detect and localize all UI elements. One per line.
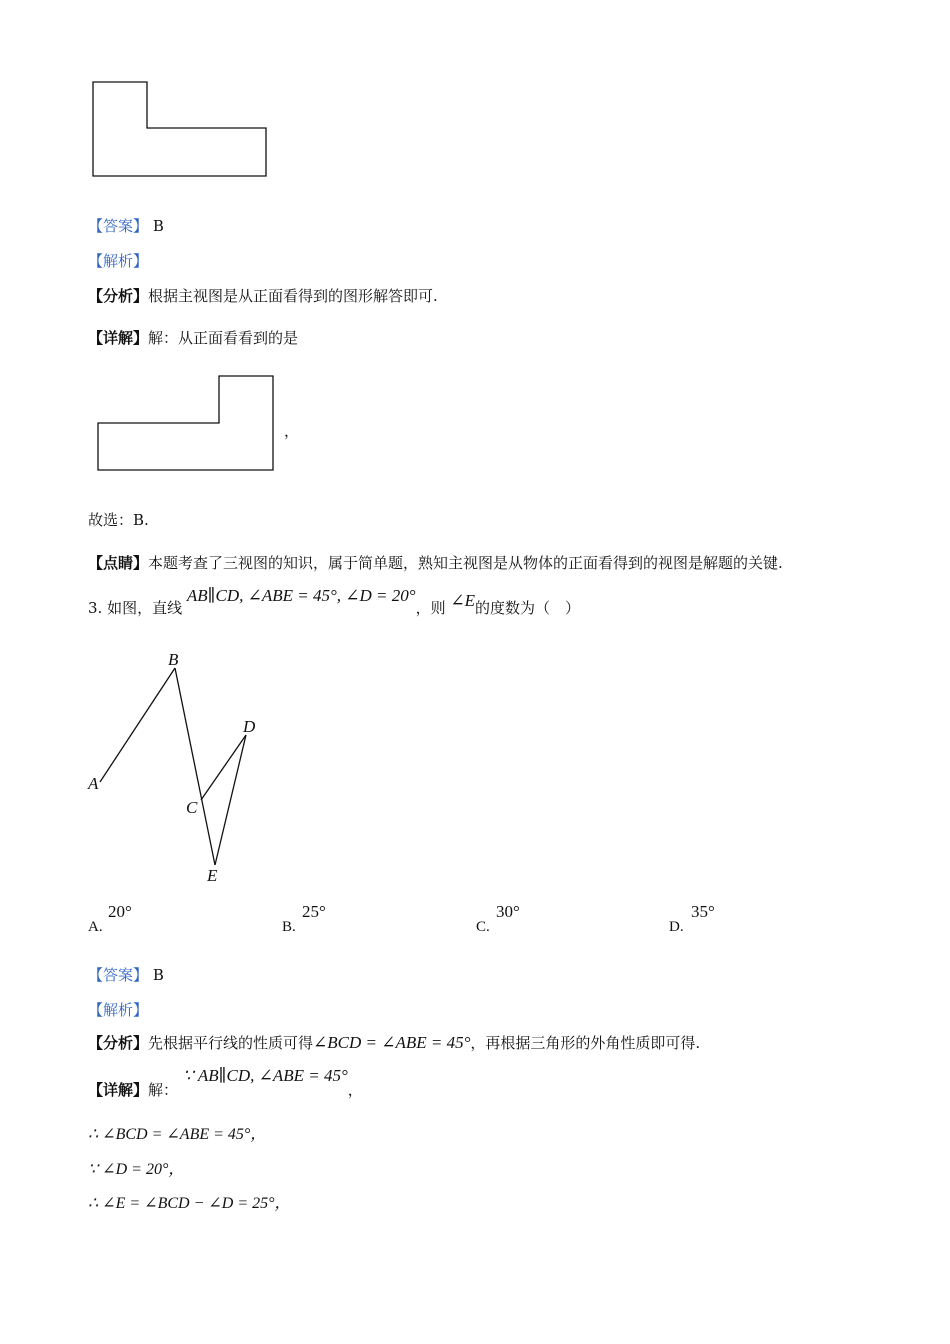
l-shape-outline-front	[98, 376, 273, 470]
xiangjie-label-2: 【详解】	[88, 1081, 149, 1099]
option-b-letter[interactable]: B.	[282, 919, 296, 935]
question-angle: ∠E	[450, 591, 476, 610]
answer-close-2: 】	[133, 966, 149, 984]
label-a: A	[88, 774, 99, 793]
answer-label-2: 答案	[103, 966, 134, 984]
fenxi-text-2a: 先根据平行线的性质可得	[148, 1034, 314, 1052]
analysis-label-2: 【解析】	[88, 1001, 149, 1019]
option-b-value[interactable]: 25°	[302, 902, 326, 921]
label-c: C	[186, 798, 198, 817]
fenxi-line-2	[88, 1033, 700, 1053]
question-math: AB∥CD, ∠ABE = 45°, ∠D = 20°	[186, 586, 416, 605]
step-1: ∴ ∠BCD = ∠ABE = 45°，	[88, 1126, 267, 1143]
guxuan-line: 故选：B.	[88, 511, 149, 529]
segment-ab	[100, 668, 175, 782]
answer-label: 答案	[103, 217, 134, 235]
option-a-value[interactable]: 20°	[108, 902, 132, 921]
answer-line-1	[88, 216, 164, 236]
label-b: B	[168, 650, 179, 669]
option-a-letter[interactable]: A.	[88, 919, 103, 935]
xiangjie-math: ∵ AB∥CD, ∠ABE = 45°	[182, 1066, 348, 1085]
option-d-letter[interactable]: D.	[669, 919, 684, 935]
fenxi-label-2: 【分析】	[88, 1034, 149, 1052]
segment-de	[215, 735, 246, 865]
answer-value: B	[152, 217, 164, 235]
question-3	[88, 586, 581, 624]
option-d-value[interactable]: 35°	[691, 902, 715, 921]
answer-open-2: 【	[88, 966, 104, 984]
comma-after-figure: ，	[284, 422, 300, 440]
answer-value-2: B	[152, 966, 164, 984]
xiangjie-tail: ，	[347, 1081, 363, 1099]
xiangjie-line-2	[88, 1066, 363, 1108]
xiangjie-text: 解：从正面看看到的是	[148, 329, 299, 347]
xiangjie-text-2: 解：	[148, 1081, 179, 1099]
question-middle: ，则	[415, 599, 446, 617]
xiangjie-line-1	[88, 328, 298, 348]
geometry-figure	[80, 645, 280, 890]
dianjing-text: 本题考查了三视图的知识，属于简单题，熟知主视图是从物体的正面看得到的视图是解题的关键.	[148, 554, 783, 572]
fenxi-text: 根据主视图是从正面看得到的图形解答即可.	[148, 287, 438, 305]
answer-open: 【	[88, 217, 104, 235]
option-c-letter[interactable]: C.	[476, 919, 490, 935]
label-d: D	[243, 717, 256, 736]
fenxi-text-2b: ，再根据三角形的外角性质即可得.	[470, 1034, 701, 1052]
l-shape-outline-top	[93, 82, 266, 176]
segment-cd	[201, 735, 246, 800]
dianjing-line	[88, 553, 783, 573]
label-e: E	[207, 866, 218, 885]
segment-be	[175, 668, 215, 865]
step-2: ∵ ∠D = 20°，	[88, 1161, 185, 1178]
xiangjie-label: 【详解】	[88, 329, 149, 347]
fenxi-line-1	[88, 286, 438, 306]
step-3: ∴ ∠E = ∠BCD − ∠D = 25°，	[88, 1195, 291, 1212]
fenxi-math: ∠BCD = ∠ABE = 45°	[313, 1033, 471, 1052]
analysis-label-1: 【解析】	[88, 252, 149, 270]
question-prefix: 3. 如图，直线	[88, 599, 183, 617]
answer-close: 】	[133, 217, 149, 235]
shape-figure-front-view	[94, 372, 279, 476]
option-c-value[interactable]: 30°	[496, 902, 520, 921]
question-suffix: 的度数为（ ）	[475, 599, 581, 617]
fenxi-label: 【分析】	[88, 287, 149, 305]
shape-figure-top	[88, 78, 273, 182]
dianjing-label: 【点睛】	[88, 554, 149, 572]
answer-line-2	[88, 965, 164, 985]
